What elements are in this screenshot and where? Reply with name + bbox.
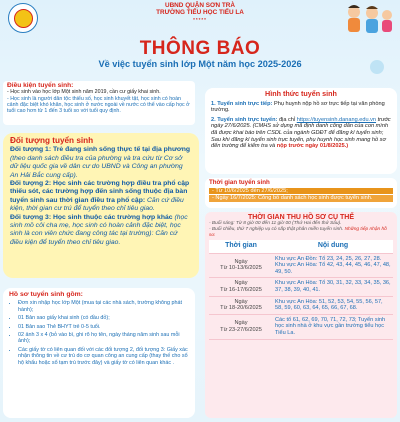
method-heading: Hình thức tuyển sinh [265,89,337,98]
list-item: • 02 ảnh 3 x 4 (bỏ vào bì, ghi rõ họ tên, ngày tháng năm sinh sau mỗi ảnh); [18,332,189,345]
header-stars: ***** [193,17,207,22]
targets-heading: Đối tượng tuyển sinh [10,136,94,145]
document-schedule-box [205,212,397,418]
schedule-table [209,240,393,339]
admission-conditions-box [3,81,195,125]
row-content: Khu vực An Hòa: Tổ 30, 31, 32, 33, 34, 35, 36, 37, 38, 39, 40, 41. [273,278,393,296]
row-day-label: Ngày [234,258,248,265]
school-logo [8,3,38,33]
column-header-date: Thời gian [209,240,273,253]
table-row [209,278,393,296]
row-day-label: Ngày [234,280,248,287]
condition-line-2: - Học sinh là người dân tộc thiểu số, học sinh khuyết tật, học sinh có hoàn cảnh đặc biệt khó khăn, học sinh ở nước ngoài về nước có thể vào cấp học ở tuổi cao hơn từ 1 đến 3 tuổi so với tuổi quy định. [7,95,190,115]
schedule-note-1: - Buổi sáng: Từ 8 giờ 00 đến 11 giờ 00 (Thứ Hai đến thứ Sáu). [209,221,342,227]
period-row-1: - Từ 10/6/2025 đến 27/6/2025; [209,188,393,195]
row-content: Các tổ 61, 62, 69, 70, 71, 72, 73; Tuyển sinh học sinh nhà ở khu vực gần trường tiểu học Tiểu La. [273,314,393,339]
schedule-note-2-text: - Buổi chiều, thứ 7 nghiệp vụ có sắp thật phân miền tuyển sinh. [209,227,344,232]
table-row [209,296,393,314]
conditions-heading: Điều kiện tuyển sinh: [7,82,74,89]
target-2 [10,180,192,214]
target-3-label: Đối tượng 3: Học sinh thuộc các trường hợp khác [10,213,173,221]
period-heading: Thời gian tuyển sinh [209,179,270,186]
method-direct-text: Phụ huynh nộp hồ sơ trực tiếp tại văn phòng trường. [211,100,385,114]
documents-heading: Hồ sơ tuyển sinh gồm: [9,291,83,298]
admission-method-box [205,88,397,174]
target-3-text: (học sinh mồ côi cha mẹ, học sinh có hoàn cảnh đặc biệt, học sinh là con viên chức đang công tác tại trường): Căn cứ điều kiện để tuyển theo chỉ tiêu giao. [10,213,188,246]
row-date [209,278,273,296]
submission-deadline: nộp trước ngày 01/8/2025.) [276,143,349,150]
row-date-range: Từ 23-27/6/2025 [220,326,262,333]
condition-line-1: - Học sinh vào học lớp Một sinh năm 2019, cần cư giấy khai sinh. [7,89,161,96]
list-item: • 01 Bản sao Thẻ BHYT trẻ 0-5 tuổi. [18,324,189,330]
page-subtitle: Về việc tuyển sinh lớp Một năm học 2025-2026 [98,59,302,69]
children-illustration-icon [340,2,396,42]
schedule-note-2 [209,227,393,238]
admission-period-box [205,178,397,208]
district-name: UBND QUẬN SƠN TRÀ [164,2,236,9]
method-direct [211,101,391,114]
column-header-content: Nội dung [273,240,393,253]
row-day-label: Ngày [234,320,248,327]
school-name: TRƯỜNG TIỂU HỌC TIỂU LA [156,9,244,16]
method-direct-label: 1. Tuyển sinh trực tiếp: [211,100,273,107]
row-day-label: Ngày [234,298,248,305]
admission-targets-box [3,133,199,278]
school-header [120,2,280,23]
row-date-range: Từ 10-13/6/2025 [220,265,262,272]
schedule-notes [209,221,393,238]
table-header-row [209,240,393,253]
target-1 [10,146,192,180]
row-date [209,296,273,314]
table-row [209,253,393,278]
table-row [209,314,393,339]
method-online-text-a: địa chỉ [278,116,296,123]
documents-list [9,300,189,366]
target-2-label: Đối tượng 2: Học sinh các trường hợp điều tra phổ cập thiếu sót, các trường hợp đến sinh sống thuộc địa bàn tuyển sinh sau thời gian điều tra phổ cập: [10,180,190,204]
target-1-label: Đối tượng 1: Trẻ đang sinh sống thực tế tại địa phương [10,146,191,154]
row-date-range: Từ 16-17/6/2025 [220,286,262,293]
list-item: • Các giấy tờ có liên quan đối với các đối tượng 2, đối tượng 3: Giấy xác nhận thông tin về cư trú do cơ quan công an cung cấp (thay thế cho sổ hộ khẩu hoặc sổ tạm trú trước đây) và giấy tờ có liên quan khác . [18,347,189,366]
schedule-heading: THỜI GIAN THU HỒ SƠ CỤ THỂ [247,214,355,221]
row-content: Khu vực An Đồn: Tổ 23, 24, 25, 26, 27, 28. Khu vực An Hòa: Tổ 42, 43, 44, 45, 46, 47, 48, 49, 50. [273,253,393,278]
target-1-text: (theo danh sách điều tra của phường và tra cứu từ Cơ sở dữ liệu quốc gia về dân cư do UBND và Công an phường An Hải Bắc cung cấp). [10,154,183,179]
target-2-text: Căn cứ điều kiện, thời gian cư trú để tuyển theo chỉ tiêu giao. [10,196,184,213]
enrollment-website-link[interactable]: https://tuyensinh.danang.edu.vn [296,116,377,123]
schedule-note-2-highlight: Những tiếp nhận hồ sơ. [209,227,387,238]
method-online-label: 2. Tuyển sinh trực tuyến: [211,116,278,123]
list-item: • 01 Bản sao giấy khai sinh (có đầu đỏ); [18,315,189,321]
target-3 [10,214,192,248]
row-content: Khu vực An Hòa: 51, 52, 53, 54, 55, 56, 57, 58, 59, 60, 63, 64, 65, 66, 67, 68. [273,296,393,314]
page-title: THÔNG BÁO [139,38,261,59]
method-online [211,117,391,150]
period-row-2: - Ngày 16/7/2025: Công bố danh sách học sinh được tuyển sinh. [209,195,393,202]
application-documents-box [3,288,195,418]
list-item: • Đơn xin nhập học lớp Một (mua tại các nhà sách, trường không phát hành); [18,300,189,313]
row-date [209,314,273,339]
row-date-range: Từ 18-20/6/2025 [220,305,262,312]
row-date [209,253,273,278]
method-online-text-b: trước ngày 27/6/2025. (CMHS sử dụng mã định danh công dân của con mình đã được khai báo trên CSDL của ngành GDĐT để đăng kí tuyển sinh; Sau khi đăng kí tuyển sinh trực tuyến, phụ huynh học sinh mang hồ sơ đến trường để kiểm tra và [211,116,391,150]
